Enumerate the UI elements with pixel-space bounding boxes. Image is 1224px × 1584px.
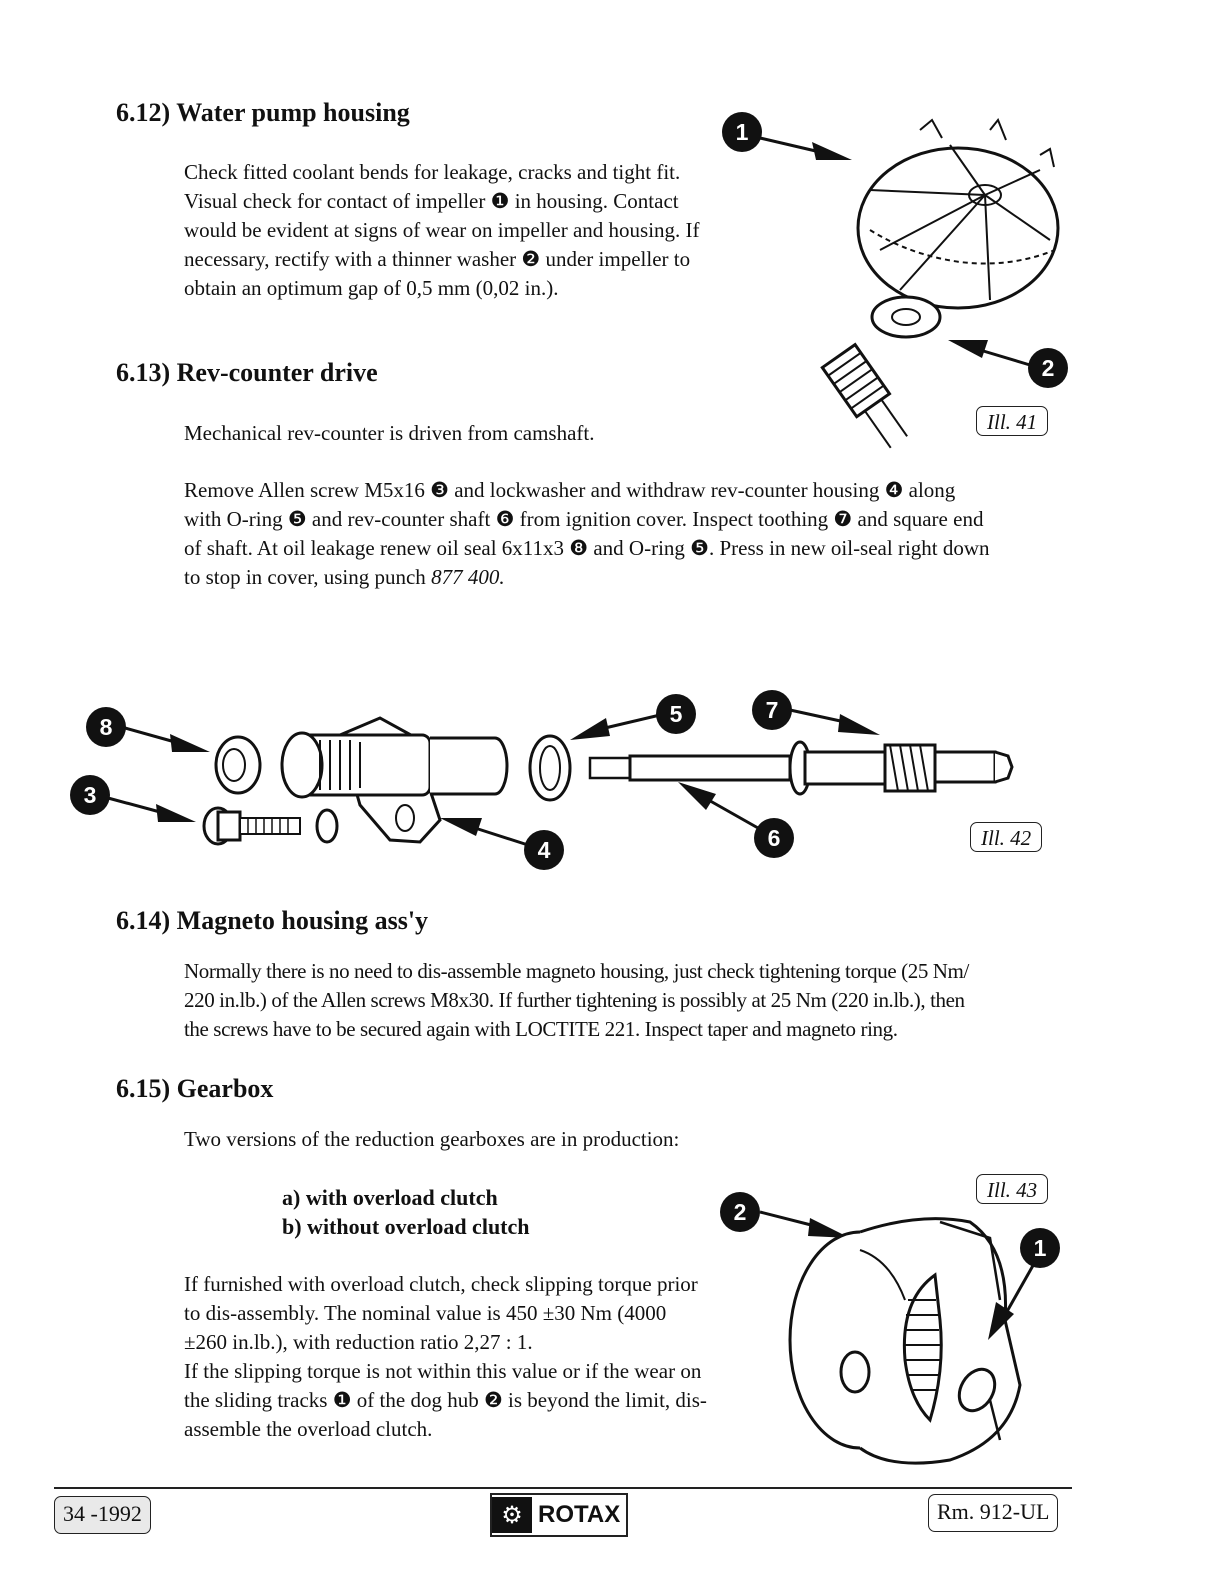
callout-7-toothing: 7: [752, 690, 792, 730]
text-line: the sliding tracks ❶ of the dog hub ❷ is beyond the limit, dis-: [184, 1388, 707, 1412]
text-line: to dis-assembly. The nominal value is 450 ±30 Nm (4000: [184, 1301, 667, 1325]
list-item: b) without overload clutch: [282, 1214, 530, 1239]
callout-1-impeller: 1: [722, 112, 762, 152]
callout-6-shaft: 6: [754, 818, 794, 858]
callout-1-sliding-tracks: 1: [1020, 1228, 1060, 1268]
callout-2-dog-hub: 2: [720, 1192, 760, 1232]
text-line: If the slipping torque is not within this value or if the wear on: [184, 1359, 702, 1383]
footer-rule: [54, 1487, 1072, 1489]
callout-8-oil-seal: 8: [86, 707, 126, 747]
ill-43-label: Ill. 43: [976, 1174, 1048, 1204]
gear-icon: ⚙: [492, 1497, 532, 1533]
footer-page-number: 34 -1992: [54, 1496, 151, 1534]
text-line: necessary, rectify with a thinner washer ❷ under impeller to: [184, 247, 691, 271]
text-line: Visual check for contact of impeller ❶ in housing. Contact: [184, 189, 679, 213]
rev-counter-intro: Mechanical rev-counter is driven from camshaft.: [184, 421, 595, 445]
section-heading-water-pump: 6.12) Water pump housing: [116, 98, 410, 127]
text-line: of shaft. At oil leakage renew oil seal 6x11x3 ❽ and O-ring ❺. Press in new oil-seal right down: [184, 536, 990, 560]
text-line: 220 in.lb.) of the Allen screws M8x30. If further tightening is possibly at 25 Nm (220 in.lb.), then: [184, 988, 965, 1012]
section-heading-magneto: 6.14) Magneto housing ass'y: [116, 906, 429, 935]
text-line: Check fitted coolant bends for leakage, cracks and tight fit.: [184, 160, 681, 184]
callout-5-o-ring: 5: [656, 694, 696, 734]
section-heading-rev-counter: 6.13) Rev-counter drive: [116, 358, 378, 387]
text-line: ±260 in.lb.), with reduction ratio 2,27 : 1.: [184, 1330, 533, 1354]
text-line: Remove Allen screw M5x16 ❸ and lockwasher and withdraw rev-counter housing ❹ along: [184, 478, 956, 502]
text-line: Normally there is no need to dis-assemble magneto housing, just check tightening torque (25 Nm/: [184, 959, 969, 983]
callout-2-washer: 2: [1028, 348, 1068, 388]
section-heading-gearbox: 6.15) Gearbox: [116, 1074, 274, 1103]
footer-brand-logo: [490, 1493, 628, 1537]
list-item: a) with overload clutch: [282, 1185, 498, 1210]
ill-41-label: Ill. 41: [976, 406, 1048, 436]
ill-42-label: Ill. 42: [970, 822, 1042, 852]
text-line: assemble the overload clutch.: [184, 1417, 433, 1441]
text-line: If furnished with overload clutch, check slipping torque prior: [184, 1272, 698, 1296]
text-line-prefix: to stop in cover, using punch: [184, 565, 432, 589]
footer-manual-number: Rm. 912-UL: [928, 1494, 1058, 1532]
callout-4-housing: 4: [524, 830, 564, 870]
text-line: the screws have to be secured again with LOCTITE 221. Inspect taper and magneto ring.: [184, 1017, 898, 1041]
text-line: would be evident at signs of wear on impeller and housing. If: [184, 218, 700, 242]
text-line: with O-ring ❺ and rev-counter shaft ❻ from ignition cover. Inspect toothing ❼ and square end: [184, 507, 984, 531]
callout-3-allen-screw: 3: [70, 775, 110, 815]
punch-number: 877 400.: [431, 565, 505, 589]
brand-name: ROTAX: [538, 1501, 621, 1528]
text-line: obtain an optimum gap of 0,5 mm (0,02 in.).: [184, 276, 559, 300]
gearbox-intro: Two versions of the reduction gearboxes are in production:: [184, 1127, 680, 1151]
